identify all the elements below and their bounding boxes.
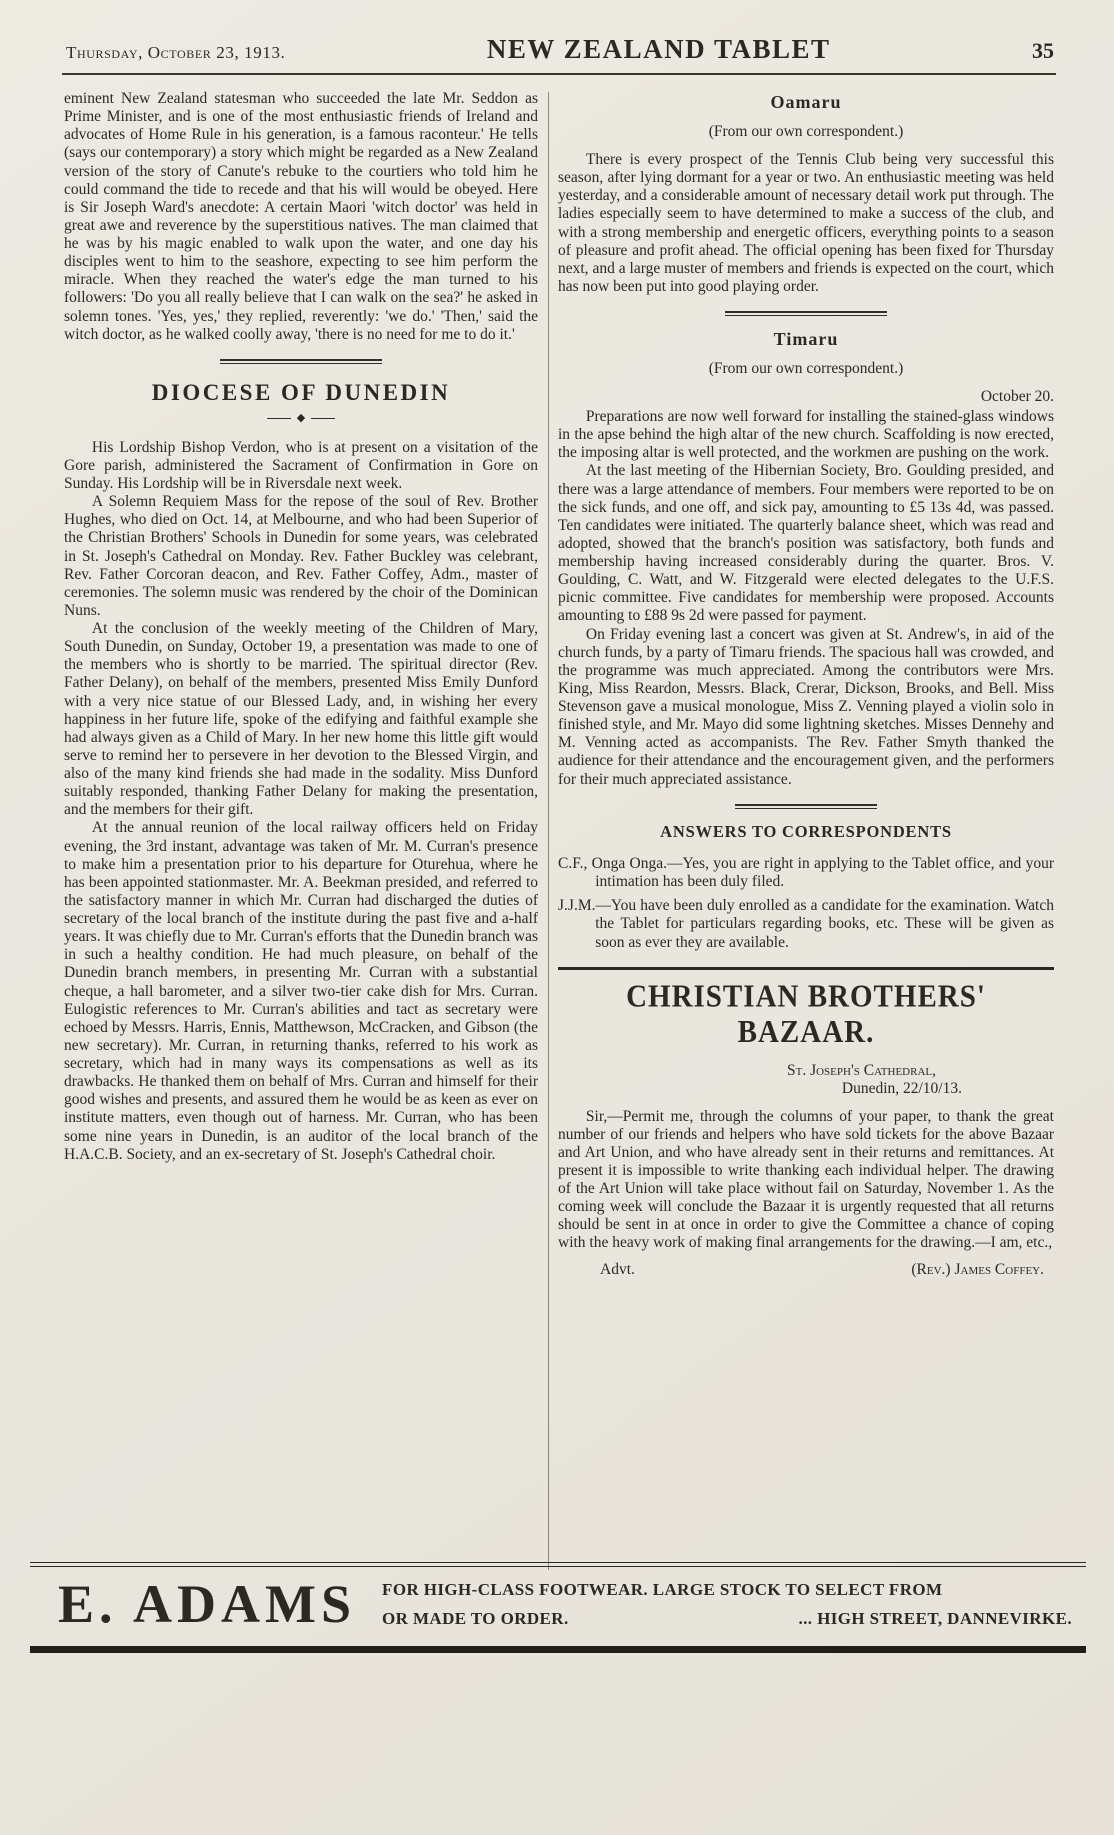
left-column <box>64 90 538 1570</box>
right-column <box>558 90 1054 1570</box>
timaru-heading: Timaru <box>773 329 839 349</box>
section-divider <box>725 311 887 316</box>
advt-label: Advt. <box>600 1260 635 1278</box>
heading-ornament-row <box>64 413 538 424</box>
ad-location: ... HIGH STREET, DANNEVIRKE. <box>798 1608 1072 1628</box>
footer-ad <box>30 1562 1086 1653</box>
diocese-paragraph: At the annual reunion of the local railway officers held on Friday evening, the 3rd instant, advantage was taken of Mr. M. Curran's presence to make him a presentation prior to his departure for Oturehua, where he has been appointed stationmaster. Mr. A. Beekman presided, and referred to the satisfactory manner in which Mr. Curran had discharged the duties of secretary of the local branch of the institute during the past five and a-half years. It was chiefly due to Mr. Curran's efforts that the Dunedin branch was in such a healthy condition. He had much pleasure, on behalf of the Dunedin branch members, in presenting Mr. Curran with a substantial cheque, a hall barometer, and a silver two-tier cake dish for Mrs. Curran. Eulogistic references to Mr. Curran's abilities and tact as secretary were echoed by Messrs. Harris, Ennis, Matthewson, McCracken, and Gibson (the new secretary). Mr. Curran, in returning thanks, referred to his work as secretary, which had in many ways its compensations as well as its drawbacks. He thanked them on behalf of Mrs. Curran and himself for their good wishes and presents, and assured them he would be as keen as ever on institute matters, even though out of harness. Mr. Curran, who has been some nine years in Dunedin, is an auditor of the local branch of the H.A.C.B. Society, and an ex-secretary of St. Joseph's Cathedral choir. <box>64 819 538 1163</box>
oamaru-heading: Oamaru <box>770 92 842 112</box>
timaru-paragraph: On Friday evening last a concert was given at St. Andrew's, in aid of the church funds, by a party of Timaru friends. The spacious hall was crowded, and the programme was much appreciated. Among the contributors were Mrs. King, Miss Reardon, Messrs. Black, Crerar, Dickson, Brooks, and Bell. Miss Stevenson gave a musical monologue, Miss Z. Venning played a violin solo in finished style, and Mr. Mayo did some lightning sketches. Misses Dennehy and M. Venning acted as accompanists. The Rev. Father Smyth thanked the audience for their attendance and the encouragement given, and the performers for their much appreciated assistance. <box>558 625 1054 788</box>
header-rule <box>62 73 1056 75</box>
ad-copy-line1: FOR HIGH-CLASS FOOTWEAR. LARGE STOCK TO SELECT FROM <box>382 1579 943 1599</box>
signature-row <box>558 1261 1054 1279</box>
footer-bottom-rule <box>30 1646 1086 1653</box>
masthead-title: NEW ZEALAND TABLET <box>486 34 831 64</box>
ad-row <box>30 1567 1086 1637</box>
timaru-paragraph: Preparations are now well forward for installing the stained-glass windows in the apse behind the high altar of the new church. Scaffolding is now erected, the imposing altar is well protected, and the workmen are pushing on the work. <box>558 408 1054 462</box>
diocese-paragraph: A Solemn Requiem Mass for the repose of the soul of Rev. Brother Hughes, who died on Oct. 14, at Melbourne, and who had been Superior of the Christian Brothers' Schools in Dunedin for some years, was celebrated in St. Joseph's Cathedral on Monday. Rev. Father Buckley was celebrant, Rev. Father Corcoran deacon, and Rev. Father Coffey, Adm., master of ceremonies. The solemn music was rendered by the choir of the Dominican Nuns. <box>64 493 538 619</box>
ad-copy-line2 <box>382 1609 1072 1629</box>
bazaar-heading: CHRISTIAN BROTHERS' BAZAAR. <box>626 978 986 1050</box>
column-divider-rule <box>548 92 549 1570</box>
diocese-paragraph: At the conclusion of the weekly meeting of the Children of Mary, South Dunedin, on Sunday, October 19, a presentation was made to one of the members who is shortly to be married. The spiritual director (Rev. Father Delany), on behalf of the members, presented Miss Emily Dunford with a very nice statue of our Blessed Lady, and, in wishing her every happiness in her future life, spoke of the edifying and faithful example she had always given as a Child of Mary. In her new home this little gift would serve to remind her to persevere in her devotion to the Blessed Virgin, and also of the many kind friends she had made in the sodality. Miss Dunford suitably responded, thanking Father Delany for making the presentation, and the members for their gift. <box>64 620 538 819</box>
section-divider <box>735 804 877 809</box>
page-number: 35 <box>1031 38 1054 63</box>
answers-heading: ANSWERS TO CORRESPONDENTS <box>660 821 952 841</box>
signature: (Rev.) James Coffey. <box>911 1260 1044 1278</box>
page-header <box>66 34 1054 65</box>
bazaar-top-rule <box>558 967 1054 970</box>
issue-date: Thursday, October 23, 1913. <box>66 43 286 62</box>
bazaar-address-line: St. Joseph's Cathedral, <box>786 1061 936 1079</box>
answer-item: C.F., Onga Onga.—Yes, you are right in applying to the Tablet office, and your intimation has been duly filed. <box>558 854 1054 891</box>
oamaru-paragraph: There is every prospect of the Tennis Club being very successful this season, after lying dormant for a year or two. An enthusiastic meeting was held yesterday, and a considerable amount of necessary detail work put through. The ladies especially seem to have determined to make a success of the club, and with a strong membership and energetic officers, everything points to a season of pleasure and profit ahead. The official opening has been fixed for Thursday next, and a large muster of members and friends is expected on the court, which has now been put into good playing order. <box>558 151 1054 295</box>
answer-item: J.J.M.—You have been duly enrolled as a candidate for the examination. Watch the Tablet for particulars regarding books, etc. These will be given as soon as ever they are available. <box>558 896 1054 951</box>
diocese-paragraph: His Lordship Bishop Verdon, who is at present on a visitation of the Gore parish, administered the Sacrament of Confirmation in Gore on Sunday. His Lordship will be in Riversdale next week. <box>64 438 538 492</box>
timaru-paragraph: At the last meeting of the Hibernian Society, Bro. Goulding presided, and there was a large attendance of members. Four members were reported to be on the sick funds, and one off, and sick pay, amounting to £5 13s 4d, was passed. Ten candidates were initiated. The quarterly balance sheet, which was read and adopted, showed that the branch's position was satisfactory, both funds and membership having increased considerably during the quarter. Bros. V. Goulding, C. Watt, and W. Fitzgerald were elected delegates to the U.F.S. picnic committee. Five candidates for membership were proposed. Accounts amounting to £88 9s 2d were passed for payment. <box>558 462 1054 625</box>
bazaar-body: Sir,—Permit me, through the columns of your paper, to thank the great number of our friends and helpers who have sold tickets for the above Bazaar and Art Union, and who have already sent in their returns and remittances. At present it is impossible to write thanking each individual helper. The drawing of the Art Union will take place without fail on Saturday, November 1. As the coming week will conclude the Bazaar it is urgently requested that all returns should be sent in at once in order to give the Committee a chance of coping with the heavy work of making final arrangements for the drawing.—I am, etc., <box>558 1107 1054 1252</box>
oamaru-byline: (From our own correspondent.) <box>708 123 904 140</box>
timaru-byline: (From our own correspondent.) <box>708 360 904 377</box>
diocese-heading: DIOCESE OF DUNEDIN <box>151 379 451 405</box>
main-columns <box>64 90 1054 1570</box>
advertiser-name: E. ADAMS <box>58 1574 357 1634</box>
bazaar-address-line: Dunedin, 22/10/13. <box>841 1079 962 1097</box>
ornament-rule-left <box>267 418 291 419</box>
ad-order-text: OR MADE TO ORDER. <box>382 1608 569 1628</box>
ad-copy <box>382 1580 1072 1629</box>
ornament-rule-right <box>311 418 335 419</box>
timaru-dateline: October 20. <box>980 388 1054 405</box>
section-divider <box>220 359 382 364</box>
continuation-paragraph: eminent New Zealand statesman who succeeded the late Mr. Seddon as Prime Minister, and is one of the most enthusiastic friends of Ireland and advocates of Home Rule in his generation, is a famous raconteur.' He tells (says our contemporary) a story which might be regarded as a New Zealand version of the story of Canute's rebuke to the courtiers who told him he could command the tide to recede and that his will would be obeyed. Here is Sir Joseph Ward's anecdote: A certain Maori 'witch doctor' was held in great awe and reverence by the superstitious natives. The man claimed that he was by his magic enabled to walk upon the water, and one day his disciples went to him to the seashore, expecting to see him perform the miracle. When they reached the water's edge the man turned to his followers: 'Do you all really believe that I can walk on the sea?' he asked in solemn tones. 'Yes, yes,' they replied, reverently: 'we do.' 'Then,' said the witch doctor, as he walked coolly away, 'there is no need for me to do it.' <box>64 90 538 343</box>
diamond-ornament-icon: ◆ <box>296 411 306 424</box>
